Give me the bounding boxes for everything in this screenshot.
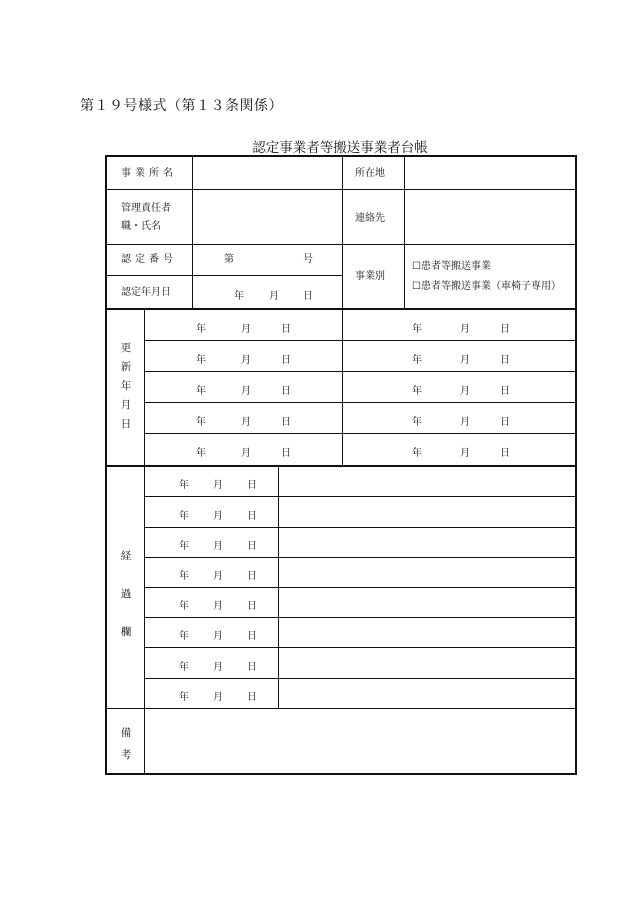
cert-number-label: 認定番号 <box>121 254 177 265</box>
remarks-label <box>119 722 133 766</box>
cert-number-suffix: 号 <box>303 254 313 265</box>
manager-label-line2: 職・氏名 <box>121 221 161 232</box>
option-patient-transport: ☐患者等搬送事業 <box>412 261 491 272</box>
row-divider <box>107 275 342 276</box>
contact-label: 連絡先 <box>355 213 385 224</box>
row-divider <box>144 617 575 618</box>
renewal-label-char: 新 <box>120 361 132 373</box>
col-divider <box>144 709 145 773</box>
renewal-label-char: 月 <box>120 399 132 411</box>
renewal-label-char: 更 <box>120 342 132 354</box>
business-type-label: 事業別 <box>355 271 385 282</box>
remarks-label-char: 考 <box>120 749 132 761</box>
row-divider <box>144 340 575 341</box>
ledger-table: 事業所名 所在地 管理責任者 職・氏名 連絡先 認定番号 第 号 認定年月日 年 月 日 事業別 ☐患者等搬送事業 ☐患者等搬送事業（車椅子専用） 更 新 年 月 日 経 過 欄 備 考 年 月 日 年 月 日 年 月 日 年 月 日 年 月 日 年 月 日 年 月 日 年 月 日 年 月 日 年 月 日 年 月 日 年 月 日 年 月 日 年 月 日 年 月 日 年 月 日 年 月 日 年 月 日 <box>105 155 577 775</box>
col-divider <box>342 157 343 309</box>
col-divider <box>404 157 405 309</box>
row-divider <box>107 189 575 190</box>
row-divider <box>144 678 575 679</box>
renewal-label-char: 日 <box>120 418 132 430</box>
row-divider <box>144 371 575 372</box>
history-label-char: 欄 <box>120 626 132 638</box>
row-divider <box>144 587 575 588</box>
form-title: 認定事業者等搬送事業者台帳 <box>252 140 428 156</box>
row-divider <box>144 496 575 497</box>
cert-number-prefix: 第 <box>224 254 234 265</box>
cert-date-value: 年 月 日 <box>234 291 313 302</box>
row-divider <box>144 527 575 528</box>
col-divider <box>144 309 145 465</box>
office-name-label: 事業所名 <box>121 168 177 179</box>
renewal-label <box>119 339 133 434</box>
option-wheelchair: ☐患者等搬送事業（車椅子専用） <box>412 281 561 292</box>
history-label-char: 過 <box>120 588 132 600</box>
section-divider <box>107 465 575 467</box>
row-divider <box>144 557 575 558</box>
cert-date-label: 認定年月日 <box>121 287 171 298</box>
section-divider <box>107 308 575 310</box>
manager-label-line1: 管理責任者 <box>121 203 171 214</box>
form-number: 第１９号様式（第１３条関係） <box>80 98 283 114</box>
address-label: 所在地 <box>355 168 385 179</box>
renewal-label-char: 年 <box>120 380 132 392</box>
row-divider <box>144 402 575 403</box>
history-label-char: 経 <box>120 550 132 562</box>
section-divider <box>107 708 575 709</box>
row-divider <box>144 647 575 648</box>
history-label <box>119 537 133 651</box>
row-divider <box>107 244 575 245</box>
row-divider <box>144 433 575 434</box>
col-divider <box>342 309 343 465</box>
remarks-label-char: 備 <box>120 727 132 739</box>
